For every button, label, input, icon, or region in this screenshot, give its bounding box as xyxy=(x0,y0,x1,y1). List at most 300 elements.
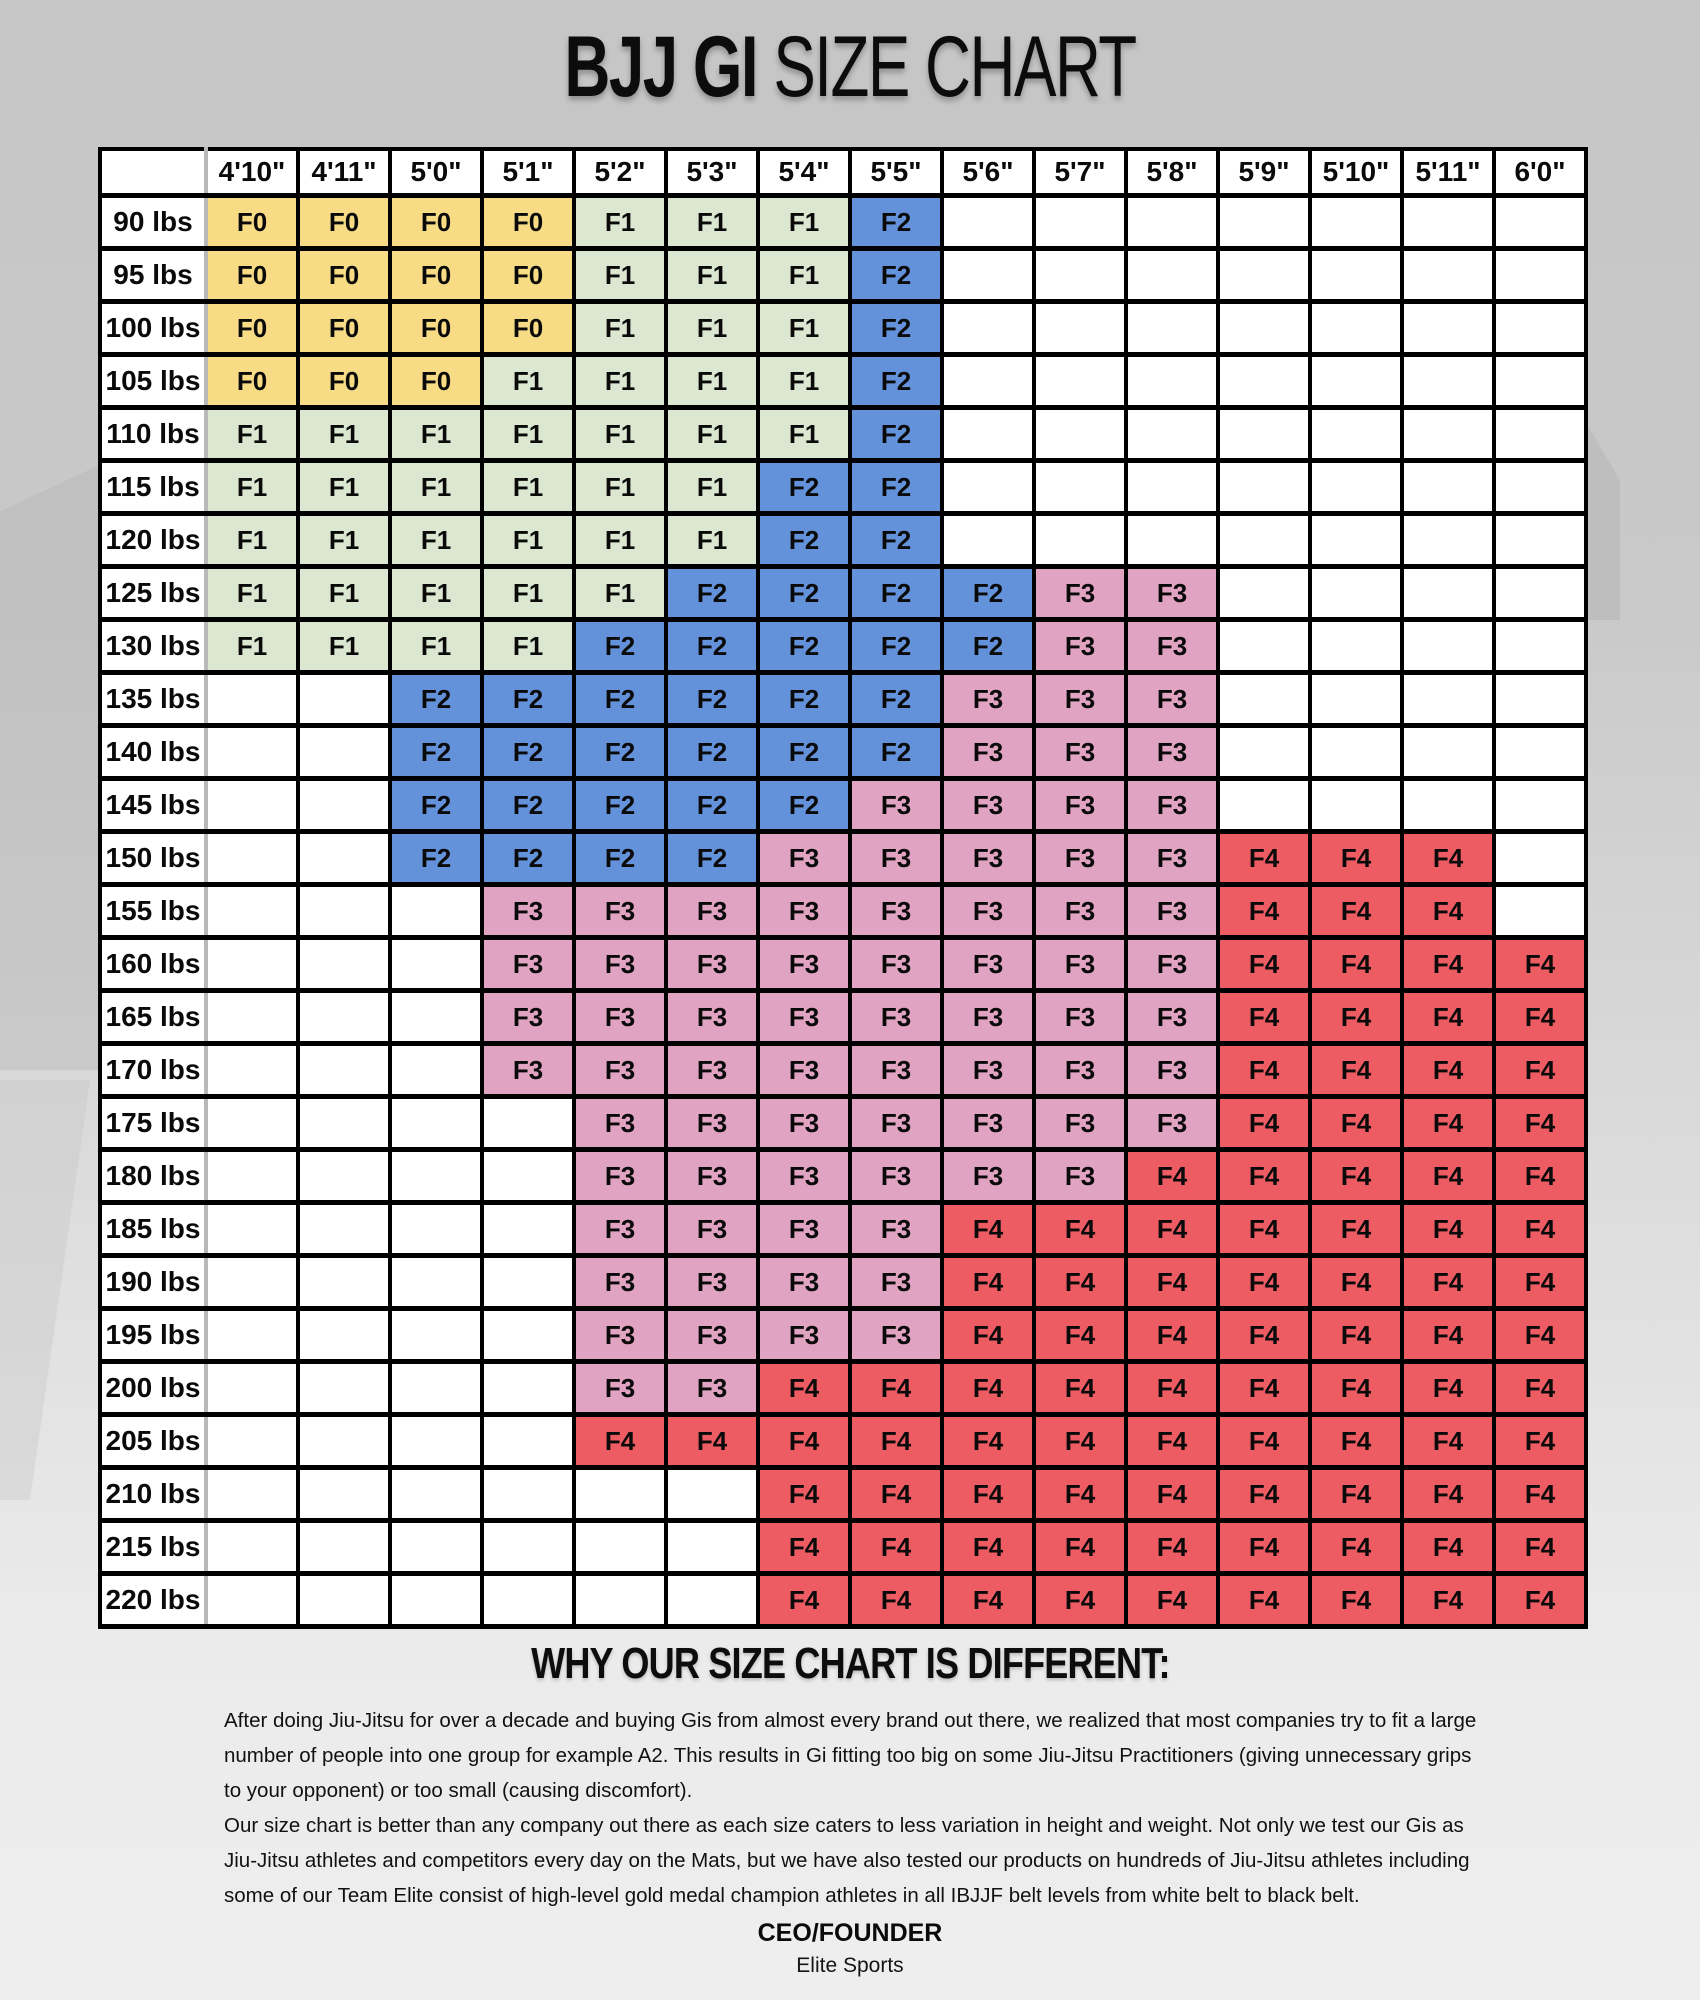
size-cell: F3 xyxy=(482,885,574,938)
size-cell: F4 xyxy=(1494,1362,1586,1415)
empty-cell xyxy=(1402,567,1494,620)
empty-cell xyxy=(1310,461,1402,514)
height-header-cell: 5'2" xyxy=(574,149,666,196)
size-cell: F4 xyxy=(1402,832,1494,885)
weight-label: 90 lbs xyxy=(100,196,206,249)
size-cell: F1 xyxy=(666,196,758,249)
size-cell: F2 xyxy=(574,726,666,779)
size-cell: F4 xyxy=(1310,1203,1402,1256)
empty-cell xyxy=(298,726,390,779)
size-cell: F4 xyxy=(1218,832,1310,885)
size-cell: F4 xyxy=(1310,1256,1402,1309)
size-cell: F1 xyxy=(574,408,666,461)
empty-cell xyxy=(1310,514,1402,567)
size-cell: F3 xyxy=(1126,1097,1218,1150)
empty-cell xyxy=(1126,514,1218,567)
empty-cell xyxy=(1402,673,1494,726)
size-cell: F3 xyxy=(758,1203,850,1256)
size-cell: F1 xyxy=(206,567,298,620)
size-cell: F4 xyxy=(758,1574,850,1627)
size-cell: F2 xyxy=(758,567,850,620)
size-cell: F4 xyxy=(758,1362,850,1415)
size-cell: F3 xyxy=(1126,832,1218,885)
size-cell: F3 xyxy=(1034,832,1126,885)
size-cell: F3 xyxy=(942,991,1034,1044)
empty-cell xyxy=(1310,620,1402,673)
size-cell: F3 xyxy=(1034,1044,1126,1097)
table-row xyxy=(100,991,1586,1044)
size-cell: F4 xyxy=(1402,1574,1494,1627)
size-cell: F4 xyxy=(1494,1521,1586,1574)
size-cell: F4 xyxy=(850,1362,942,1415)
size-cell: F3 xyxy=(850,991,942,1044)
height-header-cell: 5'8" xyxy=(1126,149,1218,196)
empty-cell xyxy=(1494,620,1586,673)
empty-cell xyxy=(1218,620,1310,673)
size-cell: F4 xyxy=(1310,938,1402,991)
size-cell: F4 xyxy=(1034,1256,1126,1309)
size-cell: F4 xyxy=(850,1574,942,1627)
empty-cell xyxy=(574,1574,666,1627)
weight-label: 120 lbs xyxy=(100,514,206,567)
table-row xyxy=(100,885,1586,938)
table-row xyxy=(100,408,1586,461)
size-cell: F4 xyxy=(1402,885,1494,938)
empty-cell xyxy=(942,461,1034,514)
empty-cell xyxy=(298,991,390,1044)
title-rest-text: SIZE CHART xyxy=(773,19,1136,115)
size-cell: F1 xyxy=(390,620,482,673)
weight-label: 125 lbs xyxy=(100,567,206,620)
size-cell: F3 xyxy=(666,1097,758,1150)
size-cell: F2 xyxy=(758,514,850,567)
size-cell: F3 xyxy=(574,1309,666,1362)
empty-cell xyxy=(1494,249,1586,302)
size-cell: F3 xyxy=(850,938,942,991)
empty-cell xyxy=(1034,249,1126,302)
size-cell: F4 xyxy=(1310,1362,1402,1415)
size-cell: F3 xyxy=(574,885,666,938)
size-cell: F4 xyxy=(1218,1203,1310,1256)
empty-cell xyxy=(1310,302,1402,355)
size-cell: F4 xyxy=(1402,1362,1494,1415)
size-cell: F4 xyxy=(1310,1097,1402,1150)
empty-cell xyxy=(298,1468,390,1521)
empty-cell xyxy=(1310,355,1402,408)
height-header-cell: 5'0" xyxy=(390,149,482,196)
empty-cell xyxy=(1034,302,1126,355)
size-cell: F2 xyxy=(850,408,942,461)
size-cell: F1 xyxy=(574,196,666,249)
size-cell: F0 xyxy=(390,302,482,355)
height-header-cell: 6'0" xyxy=(1494,149,1586,196)
size-cell: F4 xyxy=(1034,1521,1126,1574)
empty-cell xyxy=(1218,196,1310,249)
size-cell: F4 xyxy=(1034,1574,1126,1627)
size-cell: F1 xyxy=(390,408,482,461)
table-row xyxy=(100,832,1586,885)
empty-cell xyxy=(482,1203,574,1256)
empty-cell xyxy=(482,1468,574,1521)
weight-label: 95 lbs xyxy=(100,249,206,302)
empty-cell xyxy=(298,1097,390,1150)
size-cell: F2 xyxy=(482,673,574,726)
weight-label: 190 lbs xyxy=(100,1256,206,1309)
size-cell: F3 xyxy=(666,991,758,1044)
size-cell: F2 xyxy=(850,514,942,567)
empty-cell xyxy=(206,779,298,832)
size-cell: F4 xyxy=(1402,1097,1494,1150)
size-cell: F4 xyxy=(942,1309,1034,1362)
size-cell: F4 xyxy=(942,1362,1034,1415)
table-row xyxy=(100,1150,1586,1203)
size-cell: F3 xyxy=(850,1044,942,1097)
size-cell: F2 xyxy=(666,832,758,885)
empty-cell xyxy=(1494,196,1586,249)
size-cell: F3 xyxy=(574,1044,666,1097)
size-cell: F4 xyxy=(1310,991,1402,1044)
size-cell: F1 xyxy=(758,249,850,302)
height-header-cell: 5'5" xyxy=(850,149,942,196)
size-cell: F0 xyxy=(390,355,482,408)
size-cell: F1 xyxy=(390,514,482,567)
empty-cell xyxy=(1310,249,1402,302)
size-cell: F1 xyxy=(298,461,390,514)
size-cell: F2 xyxy=(666,567,758,620)
empty-cell xyxy=(1218,514,1310,567)
size-cell: F3 xyxy=(758,1044,850,1097)
size-cell: F4 xyxy=(1402,1203,1494,1256)
size-cell: F4 xyxy=(1402,1521,1494,1574)
size-cell: F3 xyxy=(574,1097,666,1150)
size-cell: F1 xyxy=(482,461,574,514)
empty-cell xyxy=(298,1415,390,1468)
empty-cell xyxy=(1126,249,1218,302)
size-cell: F3 xyxy=(666,885,758,938)
empty-cell xyxy=(206,1362,298,1415)
size-cell: F4 xyxy=(1310,885,1402,938)
size-cell: F3 xyxy=(850,1097,942,1150)
size-cell: F4 xyxy=(1126,1574,1218,1627)
size-cell: F3 xyxy=(1034,991,1126,1044)
empty-cell xyxy=(298,832,390,885)
size-cell: F1 xyxy=(758,302,850,355)
size-cell: F4 xyxy=(1494,1309,1586,1362)
height-header-row xyxy=(100,149,1586,196)
size-cell: F0 xyxy=(298,302,390,355)
size-cell: F3 xyxy=(1126,885,1218,938)
empty-cell xyxy=(390,1203,482,1256)
empty-cell xyxy=(666,1574,758,1627)
weight-label: 195 lbs xyxy=(100,1309,206,1362)
size-cell: F2 xyxy=(850,355,942,408)
empty-cell xyxy=(1218,726,1310,779)
size-cell: F1 xyxy=(482,514,574,567)
size-cell: F4 xyxy=(850,1415,942,1468)
size-cell: F4 xyxy=(942,1256,1034,1309)
size-cell: F4 xyxy=(1126,1415,1218,1468)
size-cell: F4 xyxy=(758,1468,850,1521)
size-cell: F1 xyxy=(574,461,666,514)
size-cell: F4 xyxy=(758,1521,850,1574)
size-cell: F3 xyxy=(666,1362,758,1415)
size-cell: F3 xyxy=(1034,673,1126,726)
size-cell: F1 xyxy=(666,302,758,355)
empty-cell xyxy=(206,726,298,779)
empty-cell xyxy=(666,1521,758,1574)
weight-label: 205 lbs xyxy=(100,1415,206,1468)
weight-label: 155 lbs xyxy=(100,885,206,938)
empty-cell xyxy=(206,1309,298,1362)
empty-cell xyxy=(1218,302,1310,355)
empty-cell xyxy=(390,1150,482,1203)
table-row xyxy=(100,1574,1586,1627)
size-cell: F4 xyxy=(1494,991,1586,1044)
empty-cell xyxy=(1494,779,1586,832)
empty-cell xyxy=(1310,196,1402,249)
size-cell: F2 xyxy=(758,461,850,514)
size-cell: F2 xyxy=(666,620,758,673)
empty-cell xyxy=(298,1256,390,1309)
why-paragraph-1: After doing Jiu-Jitsu for over a decade and buying Gis from almost every brand out there, we realized that most companies try to fit a large number of people into one group for example A2. This results in Gi fitting too big on some Jiu-Jitsu Practitioners (giving unnecessary grips to your opponent) or too small (causing discomfort). xyxy=(224,1709,1477,1802)
size-cell: F1 xyxy=(206,408,298,461)
footer-role: CEO/FOUNDER xyxy=(757,1919,943,1947)
empty-cell xyxy=(298,1203,390,1256)
size-cell: F4 xyxy=(1402,1256,1494,1309)
size-cell: F4 xyxy=(1310,832,1402,885)
size-cell: F4 xyxy=(1402,1044,1494,1097)
size-cell: F2 xyxy=(850,249,942,302)
height-header-cell: 5'7" xyxy=(1034,149,1126,196)
empty-cell xyxy=(206,1256,298,1309)
size-cell: F2 xyxy=(758,779,850,832)
size-cell: F3 xyxy=(666,938,758,991)
footer-company: Elite Sports xyxy=(796,1954,904,1977)
table-row xyxy=(100,1309,1586,1362)
size-cell: F3 xyxy=(574,1362,666,1415)
size-cell: F2 xyxy=(942,620,1034,673)
size-cell: F3 xyxy=(942,832,1034,885)
size-cell: F0 xyxy=(206,355,298,408)
size-cell: F1 xyxy=(666,355,758,408)
size-cell: F4 xyxy=(1310,1468,1402,1521)
empty-cell xyxy=(1126,196,1218,249)
size-cell: F4 xyxy=(1126,1150,1218,1203)
empty-cell xyxy=(1310,673,1402,726)
size-cell: F0 xyxy=(298,196,390,249)
size-cell: F1 xyxy=(666,408,758,461)
size-cell: F1 xyxy=(574,249,666,302)
size-cell: F1 xyxy=(574,567,666,620)
size-cell: F4 xyxy=(1402,938,1494,991)
table-row xyxy=(100,1203,1586,1256)
size-cell: F2 xyxy=(574,620,666,673)
table-row xyxy=(100,726,1586,779)
size-cell: F3 xyxy=(942,726,1034,779)
table-row xyxy=(100,302,1586,355)
empty-cell xyxy=(1126,355,1218,408)
empty-cell xyxy=(1494,355,1586,408)
size-cell: F4 xyxy=(1218,1362,1310,1415)
empty-cell xyxy=(390,885,482,938)
empty-cell xyxy=(482,1521,574,1574)
size-chart-table xyxy=(98,147,1588,1629)
size-cell: F3 xyxy=(666,1044,758,1097)
size-cell: F4 xyxy=(942,1203,1034,1256)
weight-label: 215 lbs xyxy=(100,1521,206,1574)
empty-cell xyxy=(390,1574,482,1627)
empty-cell xyxy=(206,1468,298,1521)
weight-label: 165 lbs xyxy=(100,991,206,1044)
size-cell: F4 xyxy=(1034,1362,1126,1415)
size-cell: F2 xyxy=(666,673,758,726)
empty-cell xyxy=(942,196,1034,249)
size-cell: F2 xyxy=(850,461,942,514)
table-row xyxy=(100,673,1586,726)
size-cell: F4 xyxy=(1218,1309,1310,1362)
empty-cell xyxy=(574,1468,666,1521)
table-row xyxy=(100,620,1586,673)
size-cell: F3 xyxy=(1126,726,1218,779)
table-row xyxy=(100,355,1586,408)
size-cell: F4 xyxy=(1494,1468,1586,1521)
size-cell: F1 xyxy=(482,408,574,461)
size-cell: F3 xyxy=(942,1097,1034,1150)
empty-cell xyxy=(298,779,390,832)
empty-cell xyxy=(1218,673,1310,726)
empty-cell xyxy=(298,1309,390,1362)
size-cell: F3 xyxy=(1034,620,1126,673)
size-cell: F0 xyxy=(482,302,574,355)
size-cell: F4 xyxy=(1218,1044,1310,1097)
size-cell: F3 xyxy=(942,938,1034,991)
size-cell: F4 xyxy=(1034,1468,1126,1521)
size-cell: F3 xyxy=(574,1256,666,1309)
size-cell: F0 xyxy=(298,249,390,302)
empty-cell xyxy=(1494,461,1586,514)
size-cell: F1 xyxy=(758,355,850,408)
empty-cell xyxy=(1310,726,1402,779)
size-cell: F3 xyxy=(666,1256,758,1309)
empty-cell xyxy=(298,938,390,991)
size-cell: F3 xyxy=(758,885,850,938)
size-cell: F3 xyxy=(1034,779,1126,832)
empty-cell xyxy=(298,1150,390,1203)
size-cell: F1 xyxy=(666,461,758,514)
weight-label: 105 lbs xyxy=(100,355,206,408)
table-row xyxy=(100,1362,1586,1415)
height-header-cell: 5'6" xyxy=(942,149,1034,196)
size-cell: F2 xyxy=(390,832,482,885)
size-cell: F4 xyxy=(1494,1574,1586,1627)
size-cell: F2 xyxy=(666,726,758,779)
empty-cell xyxy=(942,249,1034,302)
size-cell: F3 xyxy=(850,779,942,832)
size-cell: F3 xyxy=(666,1203,758,1256)
empty-cell xyxy=(1034,514,1126,567)
why-paragraphs xyxy=(224,1703,1492,1913)
empty-cell xyxy=(390,1468,482,1521)
empty-cell xyxy=(1218,408,1310,461)
size-cell: F4 xyxy=(1218,885,1310,938)
size-cell: F3 xyxy=(574,938,666,991)
size-cell: F3 xyxy=(758,1309,850,1362)
size-cell: F4 xyxy=(1310,1521,1402,1574)
size-cell: F1 xyxy=(574,514,666,567)
weight-label: 170 lbs xyxy=(100,1044,206,1097)
size-cell: F2 xyxy=(574,673,666,726)
empty-cell xyxy=(298,673,390,726)
height-header-cell: 5'4" xyxy=(758,149,850,196)
size-cell: F3 xyxy=(758,1097,850,1150)
page-title xyxy=(0,19,1700,115)
weight-label: 150 lbs xyxy=(100,832,206,885)
size-cell: F0 xyxy=(206,249,298,302)
empty-cell xyxy=(1494,514,1586,567)
size-cell: F0 xyxy=(390,196,482,249)
size-cell: F3 xyxy=(1126,1044,1218,1097)
size-cell: F3 xyxy=(1034,1150,1126,1203)
empty-cell xyxy=(1402,408,1494,461)
empty-cell xyxy=(390,991,482,1044)
size-cell: F4 xyxy=(850,1468,942,1521)
empty-cell xyxy=(1494,885,1586,938)
size-cell: F4 xyxy=(1034,1415,1126,1468)
size-cell: F3 xyxy=(574,991,666,1044)
size-cell: F3 xyxy=(942,673,1034,726)
size-cell: F4 xyxy=(1126,1468,1218,1521)
weight-label: 100 lbs xyxy=(100,302,206,355)
size-cell: F1 xyxy=(298,408,390,461)
empty-cell xyxy=(206,832,298,885)
size-cell: F1 xyxy=(298,567,390,620)
height-header-cell: 5'3" xyxy=(666,149,758,196)
weight-label: 110 lbs xyxy=(100,408,206,461)
size-cell: F4 xyxy=(1310,1150,1402,1203)
empty-cell xyxy=(1218,461,1310,514)
size-cell: F0 xyxy=(206,302,298,355)
empty-cell xyxy=(1310,408,1402,461)
height-header-cell: 5'11" xyxy=(1402,149,1494,196)
size-cell: F4 xyxy=(1218,1521,1310,1574)
size-cell: F1 xyxy=(758,196,850,249)
empty-cell xyxy=(482,1309,574,1362)
empty-cell xyxy=(1218,779,1310,832)
empty-cell xyxy=(1402,249,1494,302)
empty-cell xyxy=(1402,779,1494,832)
size-cell: F4 xyxy=(1494,1044,1586,1097)
table-row xyxy=(100,1044,1586,1097)
size-cell: F3 xyxy=(850,1309,942,1362)
size-cell: F3 xyxy=(850,1256,942,1309)
size-cell: F3 xyxy=(574,1150,666,1203)
empty-cell xyxy=(1126,461,1218,514)
size-cell: F4 xyxy=(1126,1521,1218,1574)
empty-cell xyxy=(1402,355,1494,408)
table-row xyxy=(100,461,1586,514)
height-header-cell: 4'11" xyxy=(298,149,390,196)
size-cell: F1 xyxy=(390,461,482,514)
size-cell: F2 xyxy=(390,673,482,726)
empty-cell xyxy=(574,1521,666,1574)
size-cell: F1 xyxy=(574,355,666,408)
size-cell: F3 xyxy=(942,1150,1034,1203)
size-cell: F3 xyxy=(1034,885,1126,938)
weight-label: 130 lbs xyxy=(100,620,206,673)
size-cell: F3 xyxy=(758,938,850,991)
size-cell: F3 xyxy=(850,885,942,938)
size-cell: F3 xyxy=(758,832,850,885)
